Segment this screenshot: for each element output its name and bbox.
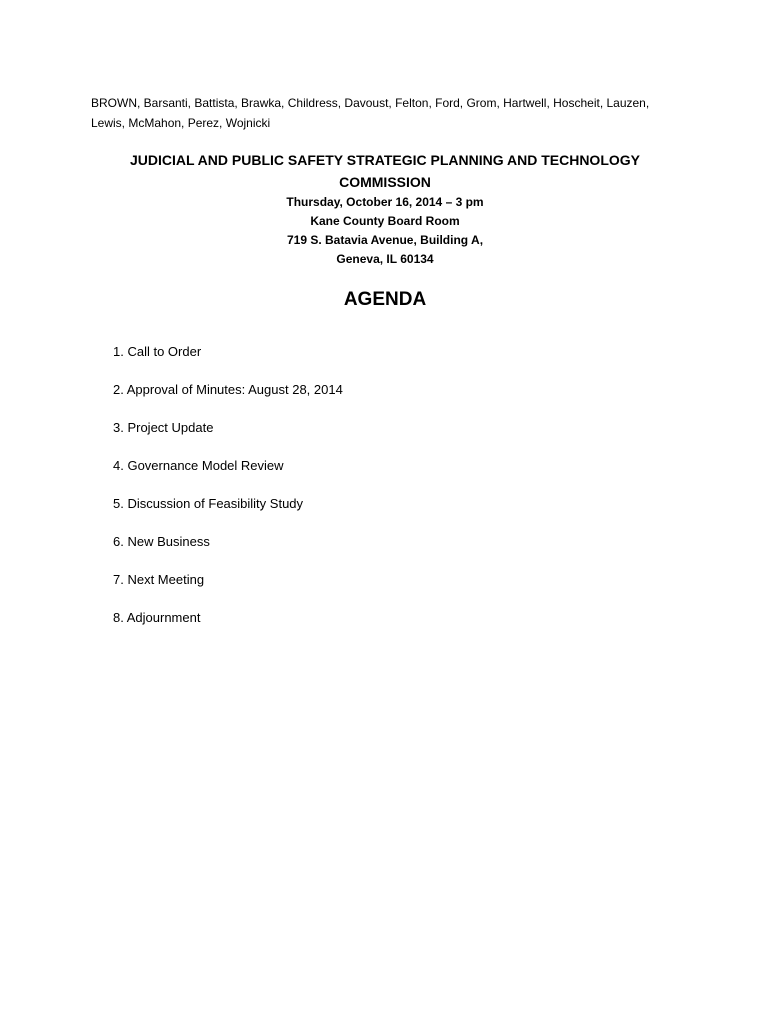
agenda-item: 3. Project Update <box>113 420 214 435</box>
commission-members <box>91 93 691 133</box>
agenda-item: 5. Discussion of Feasibility Study <box>113 496 304 511</box>
members-line-2: Lewis, McMahon, Perez, Wojnicki <box>91 116 271 130</box>
meeting-datetime: Thursday, October 16, 2014 – 3 pm <box>286 195 484 209</box>
agenda-heading: AGENDA <box>343 289 427 310</box>
title-line-2: COMMISSION <box>339 174 431 190</box>
meeting-details <box>0 193 770 269</box>
agenda-item: 1. Call to Order <box>113 344 202 359</box>
agenda-list <box>113 342 343 646</box>
meeting-location: Kane County Board Room <box>310 214 460 228</box>
document-title <box>0 149 770 193</box>
agenda-item: 6. New Business <box>113 534 210 549</box>
members-line-1: BROWN, Barsanti, Battista, Brawka, Childress, Davoust, Felton, Ford, Grom, Hartwell, Hoscheit, Lauzen, <box>91 96 650 110</box>
agenda-item: 2. Approval of Minutes: August 28, 2014 <box>113 382 343 397</box>
agenda-item: 4. Governance Model Review <box>113 458 284 473</box>
agenda-item: 7. Next Meeting <box>113 572 205 587</box>
meeting-address-line-2: Geneva, IL 60134 <box>336 252 434 266</box>
meeting-address-line-1: 719 S. Batavia Avenue, Building A, <box>286 233 484 247</box>
title-line-1: JUDICIAL AND PUBLIC SAFETY STRATEGIC PLANNING AND TECHNOLOGY <box>130 152 640 168</box>
agenda-item: 8. Adjournment <box>113 610 201 625</box>
